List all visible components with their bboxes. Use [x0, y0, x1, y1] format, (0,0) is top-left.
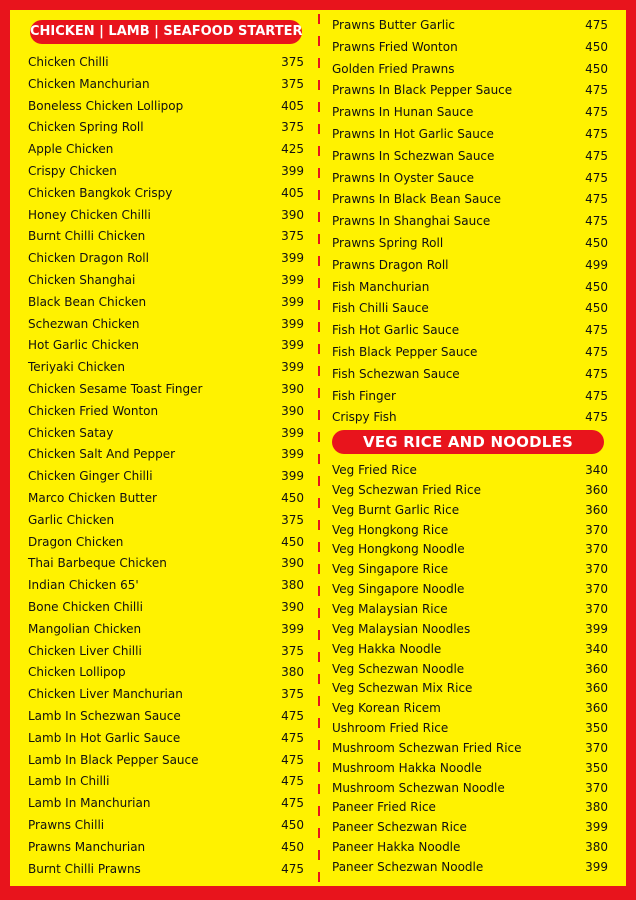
menu-item [28, 381, 304, 397]
menu-item-name: Veg Malaysian Noodles [332, 621, 471, 636]
menu-item-name: Veg Hongkong Rice [332, 522, 449, 537]
menu-item-name: Honey Chicken Chilli [28, 207, 151, 222]
menu-item-name: Prawns In Black Pepper Sauce [332, 83, 513, 98]
menu-item-price: 399 [281, 316, 304, 331]
menu-item-price: 475 [585, 105, 608, 120]
menu-item-price: 340 [585, 463, 608, 477]
menu-item [332, 17, 608, 33]
menu-item [28, 316, 304, 332]
menu-item-name: Prawns In Schezwan Sauce [332, 148, 495, 163]
menu-item-name: Mangolian Chicken [28, 621, 142, 636]
menu-item-name: Prawns In Hunan Sauce [332, 105, 474, 120]
menu-item-name: Veg Burnt Garlic Rice [332, 502, 460, 517]
menu-item-price: 390 [281, 556, 304, 571]
menu-item-price: 475 [281, 730, 304, 745]
menu-item [28, 664, 304, 680]
menu-item [332, 257, 608, 273]
menu-item-price: 475 [585, 345, 608, 359]
menu-item [28, 490, 304, 506]
menu-item-name: Fish Black Pepper Sauce [332, 345, 478, 359]
menu-item-price: 475 [585, 83, 608, 98]
menu-item-name: Lamb In Manchurian [28, 796, 151, 811]
menu-item-name: Chicken Liver Chilli [28, 643, 142, 658]
menu-item-name: Veg Schezwan Mix Rice [332, 681, 473, 696]
menu-item-name: Hot Garlic Chicken [28, 338, 139, 353]
menu-item [28, 54, 304, 70]
menu-item [28, 555, 304, 571]
menu-item-price: 399 [281, 360, 304, 375]
menu-item-price: 399 [585, 621, 608, 636]
menu-item [332, 502, 608, 518]
menu-item [332, 322, 608, 338]
menu-item [28, 98, 304, 114]
column-divider [318, 14, 320, 886]
menu-item-price: 370 [585, 740, 608, 755]
menu-item [332, 780, 608, 796]
menu-item-name: Lamb In Black Pepper Sauce [28, 752, 199, 767]
menu-item-price: 399 [281, 621, 304, 636]
menu-item-name: Prawns Butter Garlic [332, 18, 456, 32]
menu-item [332, 720, 608, 736]
menu-item-name: Burnt Chilli Prawns [28, 861, 141, 876]
menu-item [332, 344, 608, 360]
menu-item [332, 148, 608, 164]
menu-item [28, 250, 304, 266]
menu-item [28, 294, 304, 310]
menu-item-price: 450 [585, 39, 608, 54]
menu-item-name: Prawns Spring Roll [332, 236, 444, 250]
menu-item-price: 375 [281, 512, 304, 527]
menu-item-price: 360 [585, 701, 608, 716]
menu-item-name: Prawns Fried Wonton [332, 39, 458, 54]
menu-item [332, 409, 608, 425]
menu-page [10, 10, 626, 886]
menu-item-name: Marco Chicken Butter [28, 491, 157, 505]
menu-item [28, 599, 304, 615]
menu-item-price: 380 [281, 665, 304, 680]
menu-item [332, 279, 608, 295]
menu-item [28, 272, 304, 288]
menu-item-price: 450 [585, 61, 608, 76]
menu-item [332, 39, 608, 55]
menu-item-price: 399 [585, 860, 608, 874]
menu-item-name: Prawns In Shanghai Sauce [332, 214, 491, 229]
menu-item-price: 450 [281, 491, 304, 505]
menu-item-price: 475 [585, 388, 608, 403]
menu-item-price: 450 [585, 279, 608, 294]
menu-item-price: 360 [585, 482, 608, 497]
menu-item-name: Paneer Schezwan Noodle [332, 860, 484, 874]
menu-item [28, 643, 304, 659]
menu-item-name: Fish Schezwan Sauce [332, 366, 460, 381]
menu-item-price: 390 [281, 600, 304, 614]
menu-item [332, 462, 608, 478]
menu-item-price: 405 [281, 185, 304, 200]
menu-item-price: 450 [585, 236, 608, 250]
menu-item-price: 450 [281, 534, 304, 549]
menu-item [28, 839, 304, 855]
menu-item-price: 399 [281, 273, 304, 287]
menu-item [28, 446, 304, 462]
menu-item [28, 425, 304, 441]
menu-item [332, 170, 608, 186]
menu-item-price: 475 [585, 323, 608, 338]
menu-item-price: 399 [281, 251, 304, 266]
menu-item-price: 450 [281, 839, 304, 854]
menu-item-name: Chicken Shanghai [28, 273, 136, 287]
menu-item-price: 475 [585, 18, 608, 32]
menu-item [332, 213, 608, 229]
menu-item-price: 375 [281, 687, 304, 702]
menu-item [332, 661, 608, 677]
menu-item-price: 475 [585, 170, 608, 185]
menu-item-price: 375 [281, 55, 304, 69]
menu-item-price: 375 [281, 643, 304, 658]
menu-item-price: 375 [281, 120, 304, 135]
menu-item-price: 405 [281, 98, 304, 113]
menu-item-price: 375 [281, 76, 304, 91]
menu-item [28, 163, 304, 179]
menu-item [332, 641, 608, 657]
menu-item [28, 76, 304, 92]
menu-item-price: 370 [585, 582, 608, 597]
menu-item-price: 475 [281, 752, 304, 767]
menu-item-name: Prawns In Hot Garlic Sauce [332, 127, 494, 141]
menu-item-price: 370 [585, 562, 608, 577]
menu-item-price: 475 [585, 410, 608, 425]
menu-item-name: Veg Singapore Noodle [332, 582, 465, 597]
menu-item [332, 235, 608, 251]
menu-item-name: Teriyaki Chicken [28, 360, 125, 375]
menu-item-name: Prawns In Black Bean Sauce [332, 192, 501, 207]
menu-item [28, 730, 304, 746]
menu-item [332, 859, 608, 875]
menu-item-name: Indian Chicken 65' [28, 578, 139, 593]
menu-item [332, 740, 608, 756]
menu-item-name: Chicken Chilli [28, 55, 109, 69]
menu-item-name: Crispy Fish [332, 410, 397, 425]
menu-item-price: 475 [585, 214, 608, 229]
menu-item-name: Chicken Spring Roll [28, 120, 144, 135]
menu-item [332, 819, 608, 835]
menu-item-name: Chicken Liver Manchurian [28, 687, 183, 702]
menu-item [28, 207, 304, 223]
menu-item-price: 360 [585, 502, 608, 517]
menu-item-price: 370 [585, 522, 608, 537]
menu-item-name: Schezwan Chicken [28, 316, 140, 331]
menu-item-price: 390 [281, 207, 304, 222]
menu-item-name: Chicken Manchurian [28, 76, 150, 91]
menu-item-name: Fish Finger [332, 388, 396, 403]
menu-item [332, 581, 608, 597]
menu-item-name: Mushroom Schezwan Noodle [332, 780, 505, 795]
menu-item-price: 350 [585, 760, 608, 775]
section-heading-veg-rice-noodles: VEG RICE AND NOODLES [332, 430, 604, 454]
menu-item-name: Prawns In Oyster Sauce [332, 170, 474, 185]
menu-item-price: 350 [585, 721, 608, 736]
menu-item-price: 399 [281, 294, 304, 309]
menu-item [332, 561, 608, 577]
menu-item-name: Chicken Fried Wonton [28, 403, 159, 418]
menu-item [28, 708, 304, 724]
menu-item-price: 380 [281, 578, 304, 593]
menu-item [332, 191, 608, 207]
menu-item-name: Garlic Chicken [28, 512, 115, 527]
menu-item-name: Veg Schezwan Fried Rice [332, 482, 481, 497]
menu-item [28, 861, 304, 877]
menu-item-price: 450 [585, 301, 608, 316]
menu-item [28, 337, 304, 353]
menu-item [28, 185, 304, 201]
menu-item-name: Black Bean Chicken [28, 294, 147, 309]
menu-item-price: 475 [585, 127, 608, 141]
menu-item-price: 370 [585, 601, 608, 616]
menu-item-name: Fish Hot Garlic Sauce [332, 323, 460, 338]
menu-item [332, 388, 608, 404]
menu-item-name: Chicken Lollipop [28, 665, 126, 680]
menu-item-name: Golden Fried Prawns [332, 61, 455, 76]
menu-item [332, 839, 608, 855]
menu-item [332, 700, 608, 716]
menu-item-price: 360 [585, 661, 608, 676]
menu-item [332, 126, 608, 142]
menu-item-name: Ushroom Fried Rice [332, 721, 449, 736]
menu-item [332, 760, 608, 776]
menu-item-price: 425 [281, 142, 304, 157]
menu-item-name: Dragon Chicken [28, 534, 124, 549]
menu-item [332, 82, 608, 98]
menu-item-price: 399 [281, 447, 304, 462]
menu-item-name: Chicken Dragon Roll [28, 251, 149, 266]
menu-item-name: Veg Schezwan Noodle [332, 661, 465, 676]
menu-item-name: Thai Barbeque Chicken [28, 556, 167, 571]
menu-item-name: Prawns Dragon Roll [332, 257, 449, 272]
menu-item-price: 370 [585, 780, 608, 795]
menu-item [28, 577, 304, 593]
menu-item-name: Prawns Manchurian [28, 839, 146, 854]
menu-item-name: Paneer Schezwan Rice [332, 820, 467, 835]
menu-item-name: Prawns Chilli [28, 818, 105, 832]
menu-item-name: Apple Chicken [28, 142, 114, 157]
menu-item-price: 399 [585, 820, 608, 835]
menu-item [332, 61, 608, 77]
menu-item-price: 475 [281, 774, 304, 789]
menu-item-price: 340 [585, 641, 608, 656]
menu-item [332, 522, 608, 538]
menu-item-name: Chicken Bangkok Crispy [28, 185, 173, 200]
menu-item [28, 817, 304, 833]
menu-item-name: Boneless Chicken Lollipop [28, 98, 184, 113]
menu-item-name: Veg Fried Rice [332, 463, 417, 477]
menu-item [332, 799, 608, 815]
menu-item-price: 380 [585, 800, 608, 815]
menu-item [28, 686, 304, 702]
menu-item-price: 375 [281, 229, 304, 244]
menu-item [332, 104, 608, 120]
menu-item-name: Burnt Chilli Chicken [28, 229, 146, 244]
menu-item-name: Lamb In Chilli [28, 774, 110, 789]
menu-item [332, 300, 608, 316]
menu-item-name: Fish Manchurian [332, 279, 430, 294]
menu-item-name: Veg Malaysian Rice [332, 601, 448, 616]
menu-item-price: 390 [281, 403, 304, 418]
menu-item-price: 475 [585, 366, 608, 381]
menu-item-name: Chicken Salt And Pepper [28, 447, 176, 462]
menu-item [28, 468, 304, 484]
menu-item-price: 475 [281, 709, 304, 723]
menu-item [28, 119, 304, 135]
menu-item-name: Lamb In Schezwan Sauce [28, 709, 181, 723]
menu-item-name: Mushroom Schezwan Fried Rice [332, 740, 522, 755]
menu-item-price: 399 [281, 338, 304, 353]
menu-item-price: 399 [281, 425, 304, 440]
menu-item [332, 680, 608, 696]
menu-item [332, 601, 608, 617]
menu-item-name: Veg Korean Ricem [332, 701, 441, 716]
menu-item [28, 621, 304, 637]
menu-item [28, 773, 304, 789]
menu-item-name: Bone Chicken Chilli [28, 600, 143, 614]
menu-item-price: 399 [281, 164, 304, 178]
menu-item [332, 366, 608, 382]
menu-item-name: Fish Chilli Sauce [332, 301, 429, 316]
menu-item [28, 752, 304, 768]
menu-item-price: 499 [585, 257, 608, 272]
menu-item [332, 621, 608, 637]
menu-item-name: Veg Hongkong Noodle [332, 542, 465, 557]
menu-item [28, 228, 304, 244]
menu-item-name: Veg Singapore Rice [332, 562, 449, 577]
menu-item-price: 475 [585, 192, 608, 207]
menu-item-name: Crispy Chicken [28, 164, 117, 178]
menu-item-name: Veg Hakka Noodle [332, 641, 442, 656]
menu-item [28, 403, 304, 419]
menu-item-price: 399 [281, 469, 304, 484]
menu-item [332, 482, 608, 498]
menu-item [28, 512, 304, 528]
menu-item-name: Chicken Ginger Chilli [28, 469, 153, 484]
menu-item [28, 534, 304, 550]
menu-item-price: 370 [585, 542, 608, 557]
menu-item [28, 359, 304, 375]
menu-item-name: Chicken Sesame Toast Finger [28, 382, 203, 396]
menu-item-price: 475 [281, 796, 304, 811]
menu-item-name: Paneer Fried Rice [332, 800, 436, 815]
menu-item [28, 795, 304, 811]
menu-item [332, 541, 608, 557]
menu-item-name: Chicken Satay [28, 425, 114, 440]
menu-item-price: 450 [281, 818, 304, 832]
menu-item-name: Paneer Hakka Noodle [332, 840, 461, 855]
menu-item-price: 390 [281, 382, 304, 396]
menu-item-price: 475 [585, 148, 608, 163]
menu-item-price: 380 [585, 840, 608, 855]
menu-item-price: 360 [585, 681, 608, 696]
menu-item-name: Lamb In Hot Garlic Sauce [28, 730, 181, 745]
section-heading-starters: CHICKEN | LAMB | SEAFOOD STARTER [30, 20, 302, 44]
menu-item [28, 141, 304, 157]
menu-item-name: Mushroom Hakka Noodle [332, 760, 482, 775]
menu-item-price: 475 [281, 861, 304, 876]
